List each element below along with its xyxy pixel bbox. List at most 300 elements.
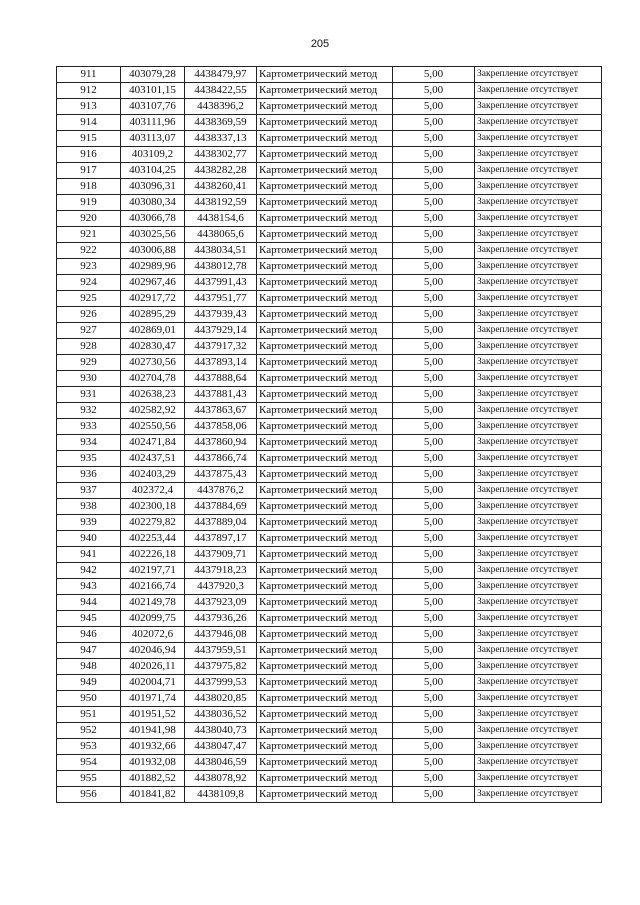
- fixation-cell: Закрепление отсутствует: [475, 755, 602, 771]
- method-cell: Картометрический метод: [257, 115, 393, 131]
- accuracy-cell: 5,00: [393, 675, 475, 691]
- method-cell: Картометрический метод: [257, 227, 393, 243]
- point-number-cell: 939: [57, 515, 121, 531]
- accuracy-cell: 5,00: [393, 723, 475, 739]
- method-cell: Картометрический метод: [257, 467, 393, 483]
- point-number-cell: 944: [57, 595, 121, 611]
- coordinates-table-body: [57, 67, 602, 803]
- point-number-cell: 925: [57, 291, 121, 307]
- method-cell: Картометрический метод: [257, 371, 393, 387]
- fixation-cell: Закрепление отсутствует: [475, 499, 602, 515]
- fixation-cell: Закрепление отсутствует: [475, 387, 602, 403]
- point-number-cell: 933: [57, 419, 121, 435]
- method-cell: Картометрический метод: [257, 355, 393, 371]
- y-coordinate-cell: 4438046,59: [185, 755, 257, 771]
- accuracy-cell: 5,00: [393, 371, 475, 387]
- x-coordinate-cell: 402471,84: [121, 435, 185, 451]
- x-coordinate-cell: 402730,56: [121, 355, 185, 371]
- y-coordinate-cell: 4437893,14: [185, 355, 257, 371]
- y-coordinate-cell: 4437909,71: [185, 547, 257, 563]
- x-coordinate-cell: 402917,72: [121, 291, 185, 307]
- fixation-cell: Закрепление отсутствует: [475, 515, 602, 531]
- x-coordinate-cell: 403066,78: [121, 211, 185, 227]
- y-coordinate-cell: 4438020,85: [185, 691, 257, 707]
- accuracy-cell: 5,00: [393, 691, 475, 707]
- fixation-cell: Закрепление отсутствует: [475, 707, 602, 723]
- y-coordinate-cell: 4438422,55: [185, 83, 257, 99]
- point-number-cell: 912: [57, 83, 121, 99]
- point-number-cell: 950: [57, 691, 121, 707]
- fixation-cell: Закрепление отсутствует: [475, 659, 602, 675]
- x-coordinate-cell: 402166,74: [121, 579, 185, 595]
- x-coordinate-cell: 401951,52: [121, 707, 185, 723]
- x-coordinate-cell: 401841,82: [121, 787, 185, 803]
- fixation-cell: Закрепление отсутствует: [475, 131, 602, 147]
- fixation-cell: Закрепление отсутствует: [475, 627, 602, 643]
- fixation-cell: Закрепление отсутствует: [475, 611, 602, 627]
- y-coordinate-cell: 4437881,43: [185, 387, 257, 403]
- table-row: [57, 579, 602, 595]
- fixation-cell: Закрепление отсутствует: [475, 563, 602, 579]
- x-coordinate-cell: 403096,31: [121, 179, 185, 195]
- table-row: [57, 211, 602, 227]
- table-row: [57, 131, 602, 147]
- x-coordinate-cell: 401971,74: [121, 691, 185, 707]
- fixation-cell: Закрепление отсутствует: [475, 723, 602, 739]
- table-row: [57, 451, 602, 467]
- y-coordinate-cell: 4438109,8: [185, 787, 257, 803]
- y-coordinate-cell: 4438337,13: [185, 131, 257, 147]
- method-cell: Картометрический метод: [257, 643, 393, 659]
- table-row: [57, 275, 602, 291]
- table-row: [57, 675, 602, 691]
- fixation-cell: Закрепление отсутствует: [475, 195, 602, 211]
- x-coordinate-cell: 402638,23: [121, 387, 185, 403]
- y-coordinate-cell: 4437991,43: [185, 275, 257, 291]
- fixation-cell: Закрепление отсутствует: [475, 243, 602, 259]
- x-coordinate-cell: 403025,56: [121, 227, 185, 243]
- x-coordinate-cell: 402004,71: [121, 675, 185, 691]
- method-cell: Картометрический метод: [257, 67, 393, 83]
- accuracy-cell: 5,00: [393, 147, 475, 163]
- table-row: [57, 419, 602, 435]
- fixation-cell: Закрепление отсутствует: [475, 403, 602, 419]
- x-coordinate-cell: 402830,47: [121, 339, 185, 355]
- x-coordinate-cell: 402226,18: [121, 547, 185, 563]
- method-cell: Картометрический метод: [257, 611, 393, 627]
- method-cell: Картометрический метод: [257, 595, 393, 611]
- accuracy-cell: 5,00: [393, 339, 475, 355]
- y-coordinate-cell: 4438034,51: [185, 243, 257, 259]
- y-coordinate-cell: 4437858,06: [185, 419, 257, 435]
- y-coordinate-cell: 4437918,23: [185, 563, 257, 579]
- table-row: [57, 483, 602, 499]
- table-row: [57, 627, 602, 643]
- table-row: [57, 163, 602, 179]
- table-row: [57, 243, 602, 259]
- method-cell: Картометрический метод: [257, 755, 393, 771]
- y-coordinate-cell: 4437875,43: [185, 467, 257, 483]
- y-coordinate-cell: 4437946,08: [185, 627, 257, 643]
- fixation-cell: Закрепление отсутствует: [475, 451, 602, 467]
- x-coordinate-cell: 402279,82: [121, 515, 185, 531]
- x-coordinate-cell: 402372,4: [121, 483, 185, 499]
- x-coordinate-cell: 402197,71: [121, 563, 185, 579]
- table-row: [57, 147, 602, 163]
- fixation-cell: Закрепление отсутствует: [475, 419, 602, 435]
- y-coordinate-cell: 4437939,43: [185, 307, 257, 323]
- table-row: [57, 323, 602, 339]
- y-coordinate-cell: 4437889,04: [185, 515, 257, 531]
- method-cell: Картометрический метод: [257, 531, 393, 547]
- x-coordinate-cell: 402300,18: [121, 499, 185, 515]
- x-coordinate-cell: 402403,29: [121, 467, 185, 483]
- table-row: [57, 499, 602, 515]
- method-cell: Картометрический метод: [257, 147, 393, 163]
- fixation-cell: Закрепление отсутствует: [475, 355, 602, 371]
- point-number-cell: 942: [57, 563, 121, 579]
- x-coordinate-cell: 402437,51: [121, 451, 185, 467]
- method-cell: Картометрический метод: [257, 451, 393, 467]
- x-coordinate-cell: 402704,78: [121, 371, 185, 387]
- y-coordinate-cell: 4438302,77: [185, 147, 257, 163]
- point-number-cell: 938: [57, 499, 121, 515]
- y-coordinate-cell: 4437929,14: [185, 323, 257, 339]
- table-row: [57, 67, 602, 83]
- y-coordinate-cell: 4437923,09: [185, 595, 257, 611]
- y-coordinate-cell: 4437897,17: [185, 531, 257, 547]
- accuracy-cell: 5,00: [393, 195, 475, 211]
- table-row: [57, 611, 602, 627]
- table-row: [57, 99, 602, 115]
- accuracy-cell: 5,00: [393, 323, 475, 339]
- point-number-cell: 953: [57, 739, 121, 755]
- point-number-cell: 948: [57, 659, 121, 675]
- y-coordinate-cell: 4438012,78: [185, 259, 257, 275]
- method-cell: Картометрический метод: [257, 243, 393, 259]
- accuracy-cell: 5,00: [393, 131, 475, 147]
- y-coordinate-cell: 4437975,82: [185, 659, 257, 675]
- point-number-cell: 915: [57, 131, 121, 147]
- y-coordinate-cell: 4438282,28: [185, 163, 257, 179]
- x-coordinate-cell: 402149,78: [121, 595, 185, 611]
- table-row: [57, 787, 602, 803]
- point-number-cell: 911: [57, 67, 121, 83]
- table-row: [57, 387, 602, 403]
- x-coordinate-cell: 402989,96: [121, 259, 185, 275]
- y-coordinate-cell: 4437876,2: [185, 483, 257, 499]
- fixation-cell: Закрепление отсутствует: [475, 675, 602, 691]
- accuracy-cell: 5,00: [393, 531, 475, 547]
- method-cell: Картометрический метод: [257, 387, 393, 403]
- method-cell: Картометрический метод: [257, 739, 393, 755]
- method-cell: Картометрический метод: [257, 723, 393, 739]
- point-number-cell: 922: [57, 243, 121, 259]
- y-coordinate-cell: 4437866,74: [185, 451, 257, 467]
- fixation-cell: Закрепление отсутствует: [475, 163, 602, 179]
- method-cell: Картометрический метод: [257, 179, 393, 195]
- accuracy-cell: 5,00: [393, 291, 475, 307]
- accuracy-cell: 5,00: [393, 275, 475, 291]
- fixation-cell: Закрепление отсутствует: [475, 643, 602, 659]
- table-row: [57, 595, 602, 611]
- table-row: [57, 707, 602, 723]
- x-coordinate-cell: 402967,46: [121, 275, 185, 291]
- y-coordinate-cell: 4437936,26: [185, 611, 257, 627]
- table-row: [57, 467, 602, 483]
- accuracy-cell: 5,00: [393, 67, 475, 83]
- fixation-cell: Закрепление отсутствует: [475, 99, 602, 115]
- y-coordinate-cell: 4438154,6: [185, 211, 257, 227]
- point-number-cell: 916: [57, 147, 121, 163]
- accuracy-cell: 5,00: [393, 755, 475, 771]
- y-coordinate-cell: 4437863,67: [185, 403, 257, 419]
- accuracy-cell: 5,00: [393, 163, 475, 179]
- accuracy-cell: 5,00: [393, 611, 475, 627]
- accuracy-cell: 5,00: [393, 403, 475, 419]
- point-number-cell: 917: [57, 163, 121, 179]
- table-row: [57, 115, 602, 131]
- table-row: [57, 195, 602, 211]
- coordinates-table: [56, 66, 602, 803]
- point-number-cell: 914: [57, 115, 121, 131]
- x-coordinate-cell: 402046,94: [121, 643, 185, 659]
- fixation-cell: Закрепление отсутствует: [475, 323, 602, 339]
- x-coordinate-cell: 403080,34: [121, 195, 185, 211]
- point-number-cell: 920: [57, 211, 121, 227]
- accuracy-cell: 5,00: [393, 595, 475, 611]
- fixation-cell: Закрепление отсутствует: [475, 179, 602, 195]
- table-row: [57, 259, 602, 275]
- accuracy-cell: 5,00: [393, 515, 475, 531]
- fixation-cell: Закрепление отсутствует: [475, 291, 602, 307]
- fixation-cell: Закрепление отсутствует: [475, 787, 602, 803]
- point-number-cell: 943: [57, 579, 121, 595]
- method-cell: Картометрический метод: [257, 435, 393, 451]
- point-number-cell: 937: [57, 483, 121, 499]
- point-number-cell: 949: [57, 675, 121, 691]
- point-number-cell: 934: [57, 435, 121, 451]
- fixation-cell: Закрепление отсутствует: [475, 595, 602, 611]
- x-coordinate-cell: 402550,56: [121, 419, 185, 435]
- table-row: [57, 355, 602, 371]
- method-cell: Картометрический метод: [257, 83, 393, 99]
- accuracy-cell: 5,00: [393, 355, 475, 371]
- point-number-cell: 931: [57, 387, 121, 403]
- table-row: [57, 227, 602, 243]
- x-coordinate-cell: 403111,96: [121, 115, 185, 131]
- fixation-cell: Закрепление отсутствует: [475, 531, 602, 547]
- point-number-cell: 921: [57, 227, 121, 243]
- x-coordinate-cell: 401932,66: [121, 739, 185, 755]
- method-cell: Картометрический метод: [257, 419, 393, 435]
- accuracy-cell: 5,00: [393, 643, 475, 659]
- y-coordinate-cell: 4437920,3: [185, 579, 257, 595]
- table-row: [57, 563, 602, 579]
- point-number-cell: 956: [57, 787, 121, 803]
- point-number-cell: 929: [57, 355, 121, 371]
- y-coordinate-cell: 4438479,97: [185, 67, 257, 83]
- table-row: [57, 291, 602, 307]
- x-coordinate-cell: 402099,75: [121, 611, 185, 627]
- x-coordinate-cell: 402895,29: [121, 307, 185, 323]
- method-cell: Картометрический метод: [257, 579, 393, 595]
- table-row: [57, 531, 602, 547]
- fixation-cell: Закрепление отсутствует: [475, 307, 602, 323]
- x-coordinate-cell: 403113,07: [121, 131, 185, 147]
- fixation-cell: Закрепление отсутствует: [475, 435, 602, 451]
- page-number: 205: [310, 38, 330, 50]
- point-number-cell: 923: [57, 259, 121, 275]
- y-coordinate-cell: 4437959,51: [185, 643, 257, 659]
- y-coordinate-cell: 4438065,6: [185, 227, 257, 243]
- x-coordinate-cell: 403079,28: [121, 67, 185, 83]
- method-cell: Картометрический метод: [257, 131, 393, 147]
- fixation-cell: Закрепление отсутствует: [475, 227, 602, 243]
- point-number-cell: 935: [57, 451, 121, 467]
- x-coordinate-cell: 402869,01: [121, 323, 185, 339]
- y-coordinate-cell: 4438036,52: [185, 707, 257, 723]
- x-coordinate-cell: 403101,15: [121, 83, 185, 99]
- fixation-cell: Закрепление отсутствует: [475, 67, 602, 83]
- point-number-cell: 932: [57, 403, 121, 419]
- method-cell: Картометрический метод: [257, 675, 393, 691]
- y-coordinate-cell: 4437999,53: [185, 675, 257, 691]
- point-number-cell: 926: [57, 307, 121, 323]
- y-coordinate-cell: 4438369,59: [185, 115, 257, 131]
- point-number-cell: 947: [57, 643, 121, 659]
- x-coordinate-cell: 401932,08: [121, 755, 185, 771]
- y-coordinate-cell: 4438192,59: [185, 195, 257, 211]
- method-cell: Картометрический метод: [257, 659, 393, 675]
- method-cell: Картометрический метод: [257, 99, 393, 115]
- x-coordinate-cell: 401882,52: [121, 771, 185, 787]
- point-number-cell: 952: [57, 723, 121, 739]
- method-cell: Картометрический метод: [257, 323, 393, 339]
- table-row: [57, 659, 602, 675]
- accuracy-cell: 5,00: [393, 435, 475, 451]
- accuracy-cell: 5,00: [393, 259, 475, 275]
- fixation-cell: Закрепление отсутствует: [475, 691, 602, 707]
- point-number-cell: 941: [57, 547, 121, 563]
- x-coordinate-cell: 403109,2: [121, 147, 185, 163]
- table-row: [57, 403, 602, 419]
- accuracy-cell: 5,00: [393, 563, 475, 579]
- point-number-cell: 913: [57, 99, 121, 115]
- table-row: [57, 771, 602, 787]
- x-coordinate-cell: 403006,88: [121, 243, 185, 259]
- point-number-cell: 919: [57, 195, 121, 211]
- y-coordinate-cell: 4438260,41: [185, 179, 257, 195]
- accuracy-cell: 5,00: [393, 659, 475, 675]
- x-coordinate-cell: 402582,92: [121, 403, 185, 419]
- y-coordinate-cell: 4438078,92: [185, 771, 257, 787]
- method-cell: Картометрический метод: [257, 307, 393, 323]
- method-cell: Картометрический метод: [257, 787, 393, 803]
- x-coordinate-cell: 402026,11: [121, 659, 185, 675]
- fixation-cell: Закрепление отсутствует: [475, 147, 602, 163]
- accuracy-cell: 5,00: [393, 307, 475, 323]
- accuracy-cell: 5,00: [393, 483, 475, 499]
- method-cell: Картометрический метод: [257, 259, 393, 275]
- table-row: [57, 643, 602, 659]
- x-coordinate-cell: 401941,98: [121, 723, 185, 739]
- method-cell: Картометрический метод: [257, 515, 393, 531]
- x-coordinate-cell: 402072,6: [121, 627, 185, 643]
- fixation-cell: Закрепление отсутствует: [475, 211, 602, 227]
- x-coordinate-cell: 403104,25: [121, 163, 185, 179]
- accuracy-cell: 5,00: [393, 451, 475, 467]
- accuracy-cell: 5,00: [393, 243, 475, 259]
- point-number-cell: 940: [57, 531, 121, 547]
- fixation-cell: Закрепление отсутствует: [475, 739, 602, 755]
- point-number-cell: 936: [57, 467, 121, 483]
- y-coordinate-cell: 4437888,64: [185, 371, 257, 387]
- method-cell: Картометрический метод: [257, 195, 393, 211]
- accuracy-cell: 5,00: [393, 771, 475, 787]
- fixation-cell: Закрепление отсутствует: [475, 275, 602, 291]
- fixation-cell: Закрепление отсутствует: [475, 547, 602, 563]
- method-cell: Картометрический метод: [257, 547, 393, 563]
- accuracy-cell: 5,00: [393, 707, 475, 723]
- y-coordinate-cell: 4437917,32: [185, 339, 257, 355]
- point-number-cell: 927: [57, 323, 121, 339]
- accuracy-cell: 5,00: [393, 547, 475, 563]
- point-number-cell: 928: [57, 339, 121, 355]
- accuracy-cell: 5,00: [393, 739, 475, 755]
- accuracy-cell: 5,00: [393, 467, 475, 483]
- table-row: [57, 755, 602, 771]
- point-number-cell: 951: [57, 707, 121, 723]
- point-number-cell: 930: [57, 371, 121, 387]
- table-row: [57, 179, 602, 195]
- accuracy-cell: 5,00: [393, 83, 475, 99]
- method-cell: Картометрический метод: [257, 339, 393, 355]
- point-number-cell: 946: [57, 627, 121, 643]
- x-coordinate-cell: 402253,44: [121, 531, 185, 547]
- accuracy-cell: 5,00: [393, 211, 475, 227]
- method-cell: Картометрический метод: [257, 483, 393, 499]
- y-coordinate-cell: 4438047,47: [185, 739, 257, 755]
- table-row: [57, 339, 602, 355]
- point-number-cell: 918: [57, 179, 121, 195]
- fixation-cell: Закрепление отсутствует: [475, 83, 602, 99]
- table-row: [57, 307, 602, 323]
- method-cell: Картометрический метод: [257, 707, 393, 723]
- table-row: [57, 547, 602, 563]
- accuracy-cell: 5,00: [393, 419, 475, 435]
- accuracy-cell: 5,00: [393, 179, 475, 195]
- table-row: [57, 435, 602, 451]
- y-coordinate-cell: 4437951,77: [185, 291, 257, 307]
- fixation-cell: Закрепление отсутствует: [475, 115, 602, 131]
- point-number-cell: 945: [57, 611, 121, 627]
- fixation-cell: Закрепление отсутствует: [475, 339, 602, 355]
- method-cell: Картометрический метод: [257, 627, 393, 643]
- table-row: [57, 723, 602, 739]
- accuracy-cell: 5,00: [393, 99, 475, 115]
- y-coordinate-cell: 4438396,2: [185, 99, 257, 115]
- table-row: [57, 515, 602, 531]
- method-cell: Картометрический метод: [257, 403, 393, 419]
- y-coordinate-cell: 4438040,73: [185, 723, 257, 739]
- table-row: [57, 83, 602, 99]
- method-cell: Картометрический метод: [257, 163, 393, 179]
- table-row: [57, 739, 602, 755]
- accuracy-cell: 5,00: [393, 787, 475, 803]
- fixation-cell: Закрепление отсутствует: [475, 371, 602, 387]
- fixation-cell: Закрепление отсутствует: [475, 579, 602, 595]
